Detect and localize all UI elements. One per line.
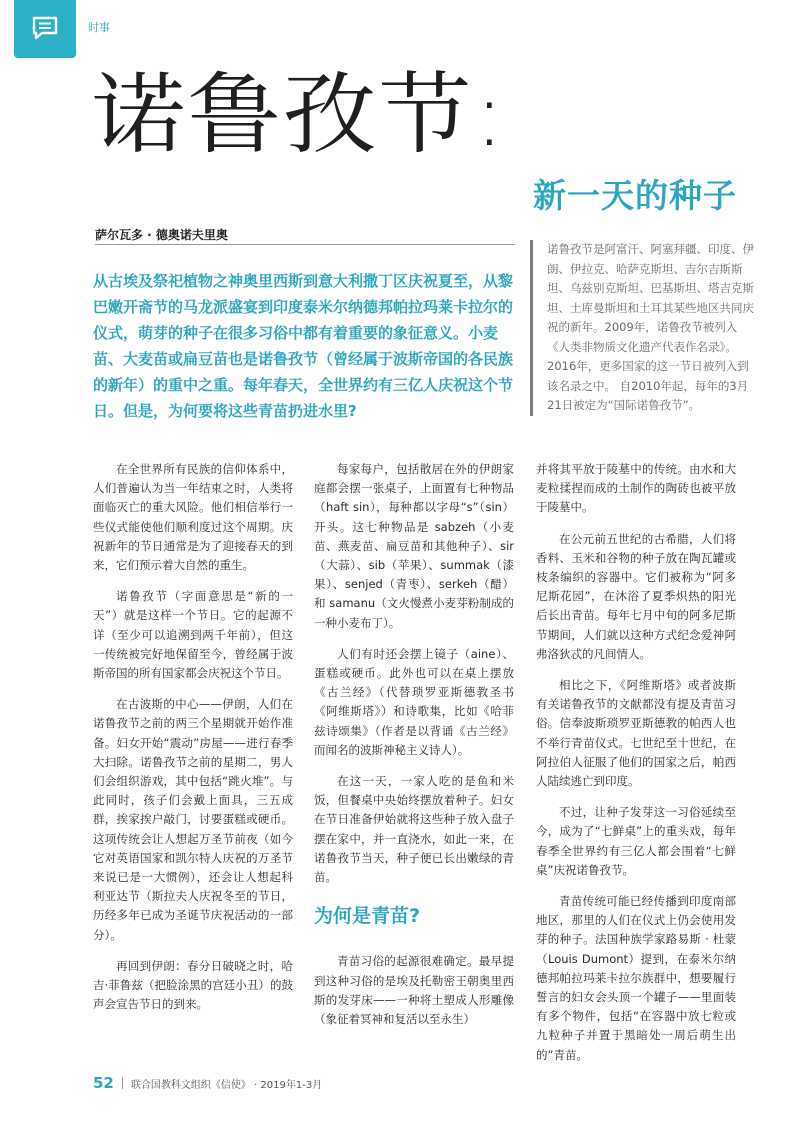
- intro-paragraph: 从古埃及祭祀植物之神奥里西斯到意大利撒丁区庆祝夏至，从黎巴嫩开斋节的马龙派盛宴到印度泰米尔纳德邦帕拉玛莱卡拉尔的仪式，萌芽的种子在很多习俗中都有着重要的象征意义。小麦苗、大麦苗或扁豆苗也是诺鲁孜节（曾经属于波斯帝国的各民族的新年）的重中之重。每年春天，全世界约有三亿人庆祝这个节日。但是，为何要将这些青苗扔进水里?: [93, 272, 514, 420]
- paragraph: 诺鲁孜节（字面意思是“新的一天”）就是这样一个节日。它的起源不详（至少可以追溯到两千年前），但这一传统被完好地保留至今，曾经属于波斯帝国的所有国家都会庆祝这个节日。: [93, 589, 293, 681]
- sidebar-note: 诺鲁孜节是阿富汗、阿塞拜疆、印度、伊朗、伊拉克、哈萨克斯坦、吉尔吉斯斯坦、乌兹别克斯坦、巴基斯坦、塔吉克斯坦、土库曼斯坦和土耳其某些地区共同庆祝的新年。2009年，诺鲁孜节被列入《人类非物质文化遗产代表作名录》。2016年，更多国家的这一节日被列入到该名录之中。 自2010年起，每年的3月21日被定为“国际诺鲁孜节”。: [530, 240, 759, 416]
- section-heading: 为何是青苗?: [314, 905, 421, 928]
- page-footer: [93, 1074, 322, 1092]
- paragraph: 青苗习俗的起源很难确定。最早提到这种习俗的是埃及托勒密王朝奥里西斯的发芽床——一种将土塑成人形雕像（象征着冥神和复活以至永生）: [314, 954, 514, 1027]
- paragraph: 每家每户，包括散居在外的伊朗家庭都会摆一张桌子，上面置有七种物品（haft sin），每种都以字母“s”（sin）开头。这七种物品是 sabzeh（小麦苗、燕麦苗、扁豆苗和其他种子）、sir（大蒜）、sib（苹果）、summak（漆果）、senjed（青枣）、serkeh（醋）和 samanu（文火慢煮小麦芽粉制成的一种小麦布丁）。: [314, 462, 514, 630]
- author-divider: [95, 244, 515, 245]
- paragraph: 并将其平放于陵墓中的传统。由水和大麦粒揉捏而成的土制作的陶砖也被平放于陵墓中。: [536, 462, 736, 515]
- paragraph: 不过，让种子发芽这一习俗延续至今，成为了“七鲜桌”上的重头戏，每年春季全世界约有三亿人都会围着“七鲜桌”庆祝诺鲁孜节。: [536, 805, 736, 877]
- paragraph: 再回到伊朗：春分日破晓之时，哈吉·菲鲁兹（把脸涂黑的宫廷小丑）的鼓声会宣告节日的到来。: [93, 958, 293, 1012]
- paragraph: 人们有时还会摆上镜子（aine）、蛋糕或硬币。此外也可以在桌上摆放《古兰经》（代替琐罗亚斯德教圣书《阿维斯塔》）和诗歌集，比如《哈菲兹诗颂集》（作者是以背诵《古兰经》而闻名的波斯神秘主义诗人）。: [314, 646, 514, 757]
- paragraph: 青苗传统可能已经传播到印度南部地区，那里的人们在仪式上仍会使用发芽的种子。法国种族学家路易斯 · 杜蒙（Louis Dumont）提到，在泰米尔纳德邦帕拉玛莱卡拉尔族群中，想要履行誓言的妇女会头顶一个罐子——里面装有多个物件，包括“在容器中放七粒或九粒种子并置于黑暗处一周后萌生出的”青苗。: [536, 894, 736, 1062]
- body-column-2: [314, 460, 514, 1041]
- section-label: 时事: [88, 21, 110, 34]
- page-number: 52: [93, 1074, 114, 1092]
- paragraph: 在这一天，一家人吃的是鱼和米饭，但餐桌中央始终摆放着种子。妇女在节日准备伊始就将这些种子放入盘子摆在家中，并一直浇水，如此一来，在诺鲁孜节当天，种子便已长出嫩绿的青苗。: [314, 774, 514, 885]
- paragraph: 相比之下，《阿维斯塔》或者波斯有关诺鲁孜节的文献都没有提及青苗习俗。信奉波斯琐罗亚斯德教的帕西人也不举行青苗仪式。七世纪至十世纪，在阿拉伯人征服了他们的国家之后，帕西人陆续逃亡到印度。: [536, 678, 736, 789]
- body-column-3: [536, 460, 736, 1077]
- paragraph: 在全世界所有民族的信仰体系中，人们普遍认为当一年结束之时，人类将面临灭亡的重大风险。他们相信举行一些仪式能使他们顺利度过这个周期。庆祝新年的节日通常是为了迎接春天的到来，它们预示着大自然的重生。: [93, 462, 293, 573]
- section-tab: [14, 0, 76, 58]
- article-subtitle: 新一天的种子: [533, 176, 737, 215]
- paragraph: 在公元前五世纪的古希腊，人们将香料、玉米和谷物的种子放在陶瓦罐或枝条编织的容器中。它们被称为“阿多尼斯花园”，在沐浴了夏季炽热的阳光后长出青苗。每年七月中旬的阿多尼斯节期间，人们就以这种方式纪念爱神阿弗洛狄忒的凡间情人。: [536, 531, 736, 661]
- publication-info: 联合国教科文组织《信使》 · 2019年1-3月: [130, 1079, 323, 1091]
- footer-divider: [122, 1077, 123, 1089]
- article-title: 诺鲁孜节:: [92, 63, 508, 166]
- body-column-1: [93, 460, 293, 1026]
- author-byline: 萨尔瓦多 · 德奥诺夫里奥: [95, 228, 228, 242]
- paragraph: 在古波斯的中心——伊朗，人们在诺鲁孜节之前的两三个星期就开始作准备。妇女开始“震动”房屋——进行春季大扫除。诺鲁孜节之前的星期二，男人们会组织游戏，其中包括“跳火堆”。与此同时，孩子们会戴上面具，三五成群，挨家挨户敲门，讨要蛋糕或硬币。这项传统会让人想起万圣节前夜（如今它对英语国家和凯尔特人庆祝的万圣节来说已是一大惯例），还会让人想起科利亚达节（斯拉夫人庆祝冬至的节日，历经多年已成为圣诞节庆祝活动的一部分）。: [93, 697, 293, 942]
- speech-bubble-icon: [31, 15, 59, 41]
